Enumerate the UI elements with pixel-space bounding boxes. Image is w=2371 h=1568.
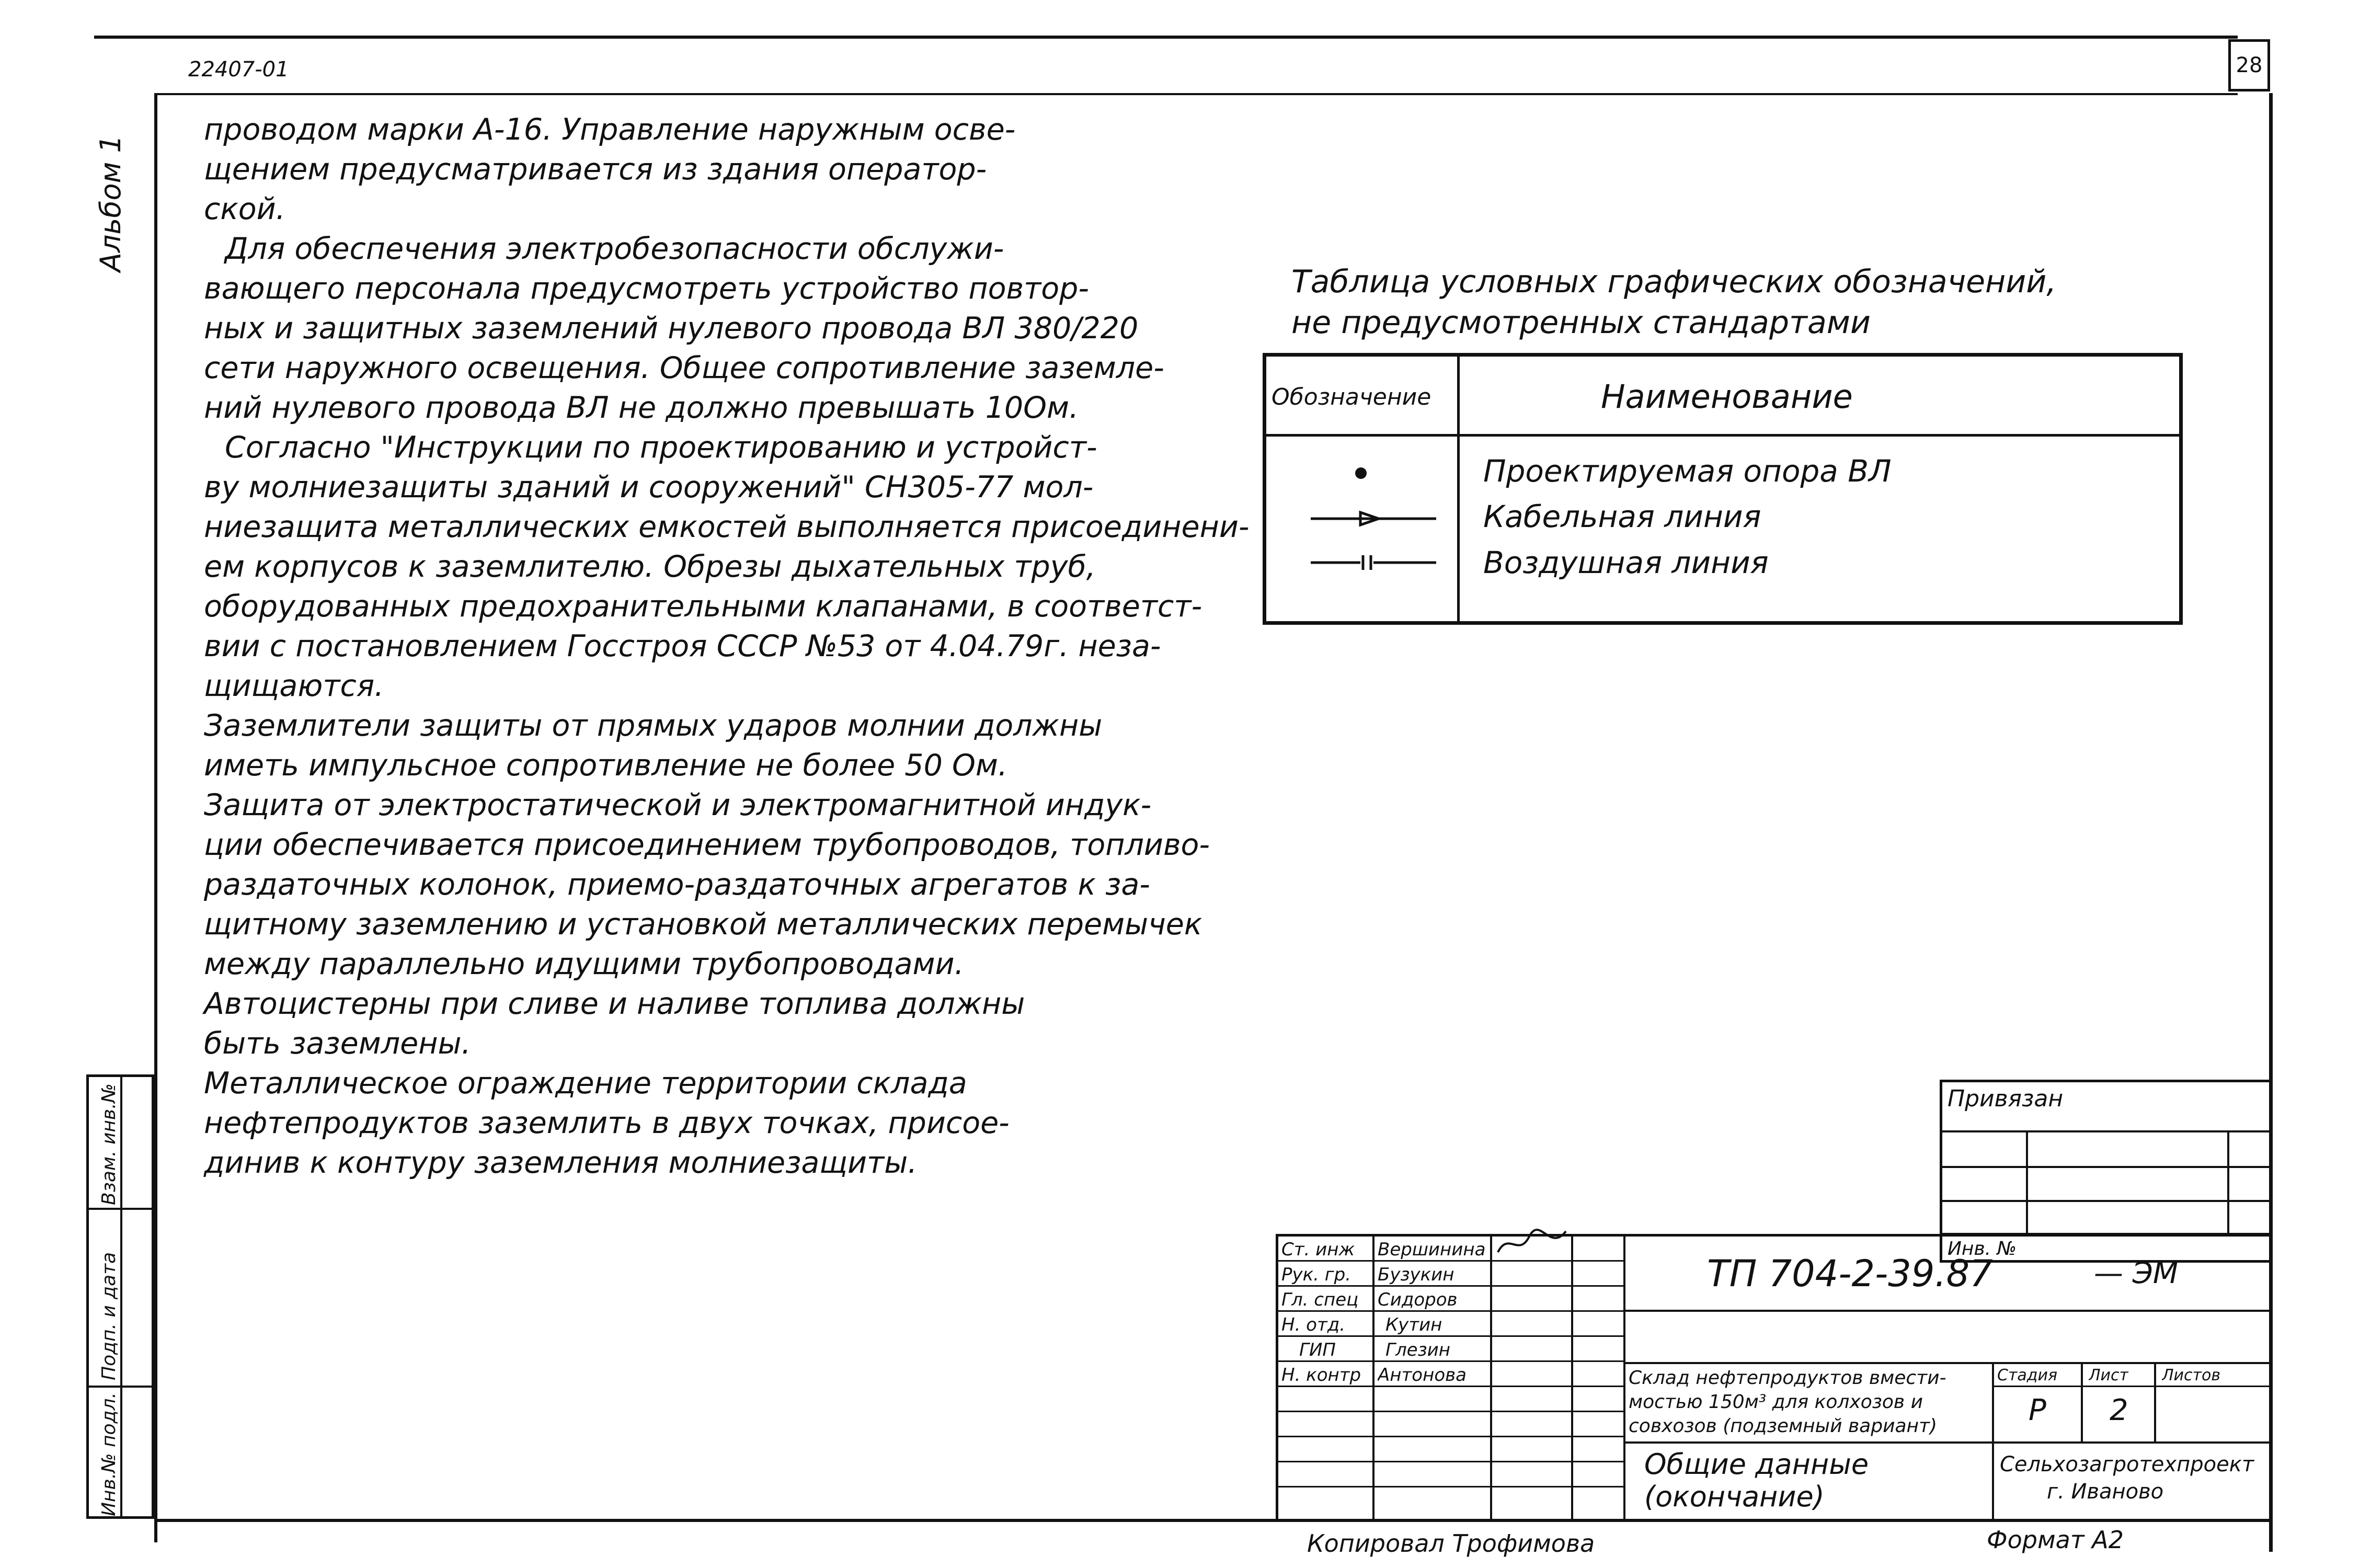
top-border — [94, 36, 2238, 39]
side-stamp-divider — [120, 1077, 122, 1519]
tb-row-line — [1278, 1486, 1623, 1487]
body-line: ской. — [204, 192, 285, 226]
cable-arrow-icon — [1311, 508, 1436, 531]
body-line: быть заземлены. — [204, 1026, 471, 1061]
stage-value: Р — [2029, 1393, 2046, 1427]
sheet-value: 2 — [2110, 1393, 2128, 1427]
side-stamp — [86, 1074, 154, 1519]
tb-right-row-line — [1623, 1310, 2269, 1312]
body-line: ву молниезащиты зданий и сооружений" СН305-77 мол- — [204, 470, 1094, 505]
project-title-line: совхозов (подземный вариант) — [1629, 1415, 1938, 1437]
tb-role: Рук. гр. — [1281, 1264, 1351, 1285]
overhead-line-icon — [1311, 551, 1436, 576]
tb-row-line — [1278, 1436, 1623, 1437]
tb-row-line — [1278, 1285, 1623, 1287]
project-title-line: Склад нефтепродуктов вмести- — [1629, 1367, 1946, 1389]
sheet-title-line: Общие данные — [1644, 1448, 1869, 1481]
tb-col-line — [1490, 1237, 1492, 1519]
body-line: Автоцистерны при сливе и наливе топлива должны — [204, 987, 1025, 1021]
tb-row-line — [1278, 1335, 1623, 1337]
tb-name: Антонова — [1378, 1365, 1467, 1386]
tb-name: Бузукин — [1378, 1264, 1454, 1285]
tb-role: Гл. спец — [1281, 1289, 1359, 1310]
page-number: 28 — [2236, 53, 2263, 77]
side-stamp-label: Инв.№ подл. — [98, 1392, 120, 1516]
body-line: сети наружного освещения. Общее сопротивление заземле- — [204, 351, 1164, 385]
inner-top-border — [154, 93, 2238, 95]
privyazan-col-line — [2026, 1130, 2028, 1235]
tb-col-line — [1623, 1237, 1625, 1519]
album-label: Альбом 1 — [94, 135, 127, 272]
tb-role: Н. отд. — [1281, 1314, 1346, 1335]
body-line: динив к контуру заземления молниезащиты. — [204, 1146, 918, 1180]
legend-row-name: Воздушная линия — [1483, 545, 1769, 580]
tb-role: Н. контр — [1281, 1365, 1361, 1386]
doc-code: ТП 704-2-39.87 — [1707, 1252, 1993, 1295]
privyazan-row-line — [1942, 1130, 2269, 1132]
tb-row-line — [1278, 1310, 1623, 1312]
body-line: нефтепродуктов заземлить в двух точках, присое- — [204, 1106, 1010, 1140]
stage-label: Стадия — [1997, 1366, 2058, 1384]
body-line: вии с постановлением Госстроя СССР №53 от 4.04.79г. незa- — [204, 629, 1161, 663]
legend-col-name-header: Наименование — [1601, 377, 1853, 416]
tb-role: ГИП — [1299, 1340, 1336, 1360]
legend-title-line: не предусмотренных стандартами — [1291, 304, 1871, 341]
right-border — [2269, 93, 2273, 1552]
bottom-border — [154, 1519, 2272, 1522]
legend-header-divider — [1266, 434, 2179, 437]
tb-row-line — [1278, 1461, 1623, 1462]
project-title — [1629, 1366, 1946, 1438]
body-line: Заземлители защиты от прямых ударов молнии должны — [204, 708, 1103, 743]
doc-suffix: — ЭМ — [2094, 1256, 2179, 1290]
privyazan-row-line — [1942, 1166, 2269, 1168]
title-block — [1276, 1234, 2269, 1519]
privyazan-col-line — [2227, 1130, 2229, 1235]
tb-col-line — [1571, 1237, 1573, 1519]
legend-col-symbol-header: Обозначение — [1272, 384, 1431, 410]
sheet-title — [1644, 1448, 1869, 1513]
legend-table — [1263, 353, 2183, 625]
tb-right-sub-line — [1992, 1386, 2269, 1387]
body-line: ных и защитных заземлений нулевого провода ВЛ 380/220 — [204, 311, 1139, 346]
side-stamp-label: Подп. и дата — [98, 1252, 120, 1380]
tb-row-line — [1278, 1386, 1623, 1387]
body-line: между параллельно идущими трубопроводами. — [204, 947, 964, 981]
tb-row-line — [1278, 1360, 1623, 1362]
tb-name: Кутин — [1385, 1314, 1442, 1335]
body-line: щищаются. — [204, 669, 384, 703]
body-line: щитному заземлению и установкой металлических перемычек — [204, 907, 1202, 942]
legend-row-name: Проектируемая опора ВЛ — [1483, 453, 1892, 489]
body-line: оборудованных предохранительными клапанами, в соответст- — [204, 589, 1202, 624]
body-line: ниезащита металлических емкостей выполняется присоединени- — [204, 510, 1250, 544]
body-line: Для обеспечения электробезопасности обслужи- — [225, 232, 1004, 266]
tb-right-col-line — [2154, 1362, 2156, 1441]
organization — [2000, 1451, 2254, 1505]
tb-role: Ст. инж — [1281, 1239, 1355, 1260]
tb-name: Глезин — [1385, 1340, 1450, 1360]
body-line: Металлическое ограждение территории склада — [204, 1066, 967, 1101]
body-line: раздаточных колонок, приемо-раздаточных агрегатов к за- — [204, 867, 1150, 902]
body-line: проводом марки А-16. Управление наружным осве- — [204, 112, 1016, 147]
organization-line: Сельхозагротехпроект — [2000, 1452, 2254, 1477]
privyazan-label: Привязан — [1948, 1085, 2064, 1112]
tb-col-line — [1372, 1237, 1375, 1519]
body-line: вающего персонала предусмотреть устройство повтор- — [204, 271, 1089, 306]
tb-name: Вершинина — [1378, 1239, 1486, 1260]
body-line: иметь импульсное сопротивление не более 50 Ом. — [204, 748, 1007, 783]
tb-name: Сидоров — [1378, 1289, 1458, 1310]
body-line: ний нулевого провода ВЛ не должно превышать 10Ом. — [204, 391, 1079, 425]
sheet-code: 22407-01 — [188, 58, 289, 82]
left-border — [154, 94, 157, 1542]
organization-line: г. Иваново — [2047, 1480, 2164, 1504]
body-line: ем корпусов к заземлителю. Обрезы дыхательных труб, — [204, 550, 1096, 584]
signature-scribble — [1493, 1226, 1571, 1265]
body-text — [204, 110, 1250, 1183]
privyazan-row-line — [1942, 1200, 2269, 1202]
tb-row-line — [1278, 1411, 1623, 1412]
tb-right-row-line — [1623, 1362, 2269, 1364]
page-number-box — [2228, 39, 2270, 91]
sheet-label: Лист — [2089, 1366, 2129, 1384]
body-line: Защита от электростатической и электромагнитной индук- — [204, 788, 1152, 822]
tb-right-col-line — [2081, 1362, 2083, 1441]
legend-row-name: Кабельная линия — [1483, 499, 1761, 534]
side-stamp-label: Взам. инв.№ — [98, 1083, 120, 1205]
copied-by: Копировал Трофимова — [1307, 1529, 1595, 1558]
legend-title — [1291, 261, 2056, 343]
format-label: Формат А2 — [1987, 1526, 2124, 1554]
inv-no-label: Инв. № — [1948, 1238, 2017, 1260]
legend-title-line: Таблица условных графических обозначений, — [1291, 264, 2057, 300]
legend-col-divider — [1457, 357, 1460, 621]
project-title-line: мостью 150м³ для колхозов и — [1629, 1391, 1923, 1413]
body-line: щением предусматривается из здания оператор- — [204, 152, 987, 187]
tb-row-line — [1278, 1260, 1623, 1262]
dot-icon — [1355, 467, 1367, 479]
sheet-title-line: (окончание) — [1644, 1480, 1825, 1513]
tb-right-row-line — [1623, 1441, 2269, 1444]
body-line: Согласно "Инструкции по проектированию и устройст- — [225, 430, 1097, 465]
body-line: ции обеспечивается присоединением трубопроводов, топливо- — [204, 828, 1210, 862]
sheets-label: Листов — [2162, 1366, 2221, 1384]
